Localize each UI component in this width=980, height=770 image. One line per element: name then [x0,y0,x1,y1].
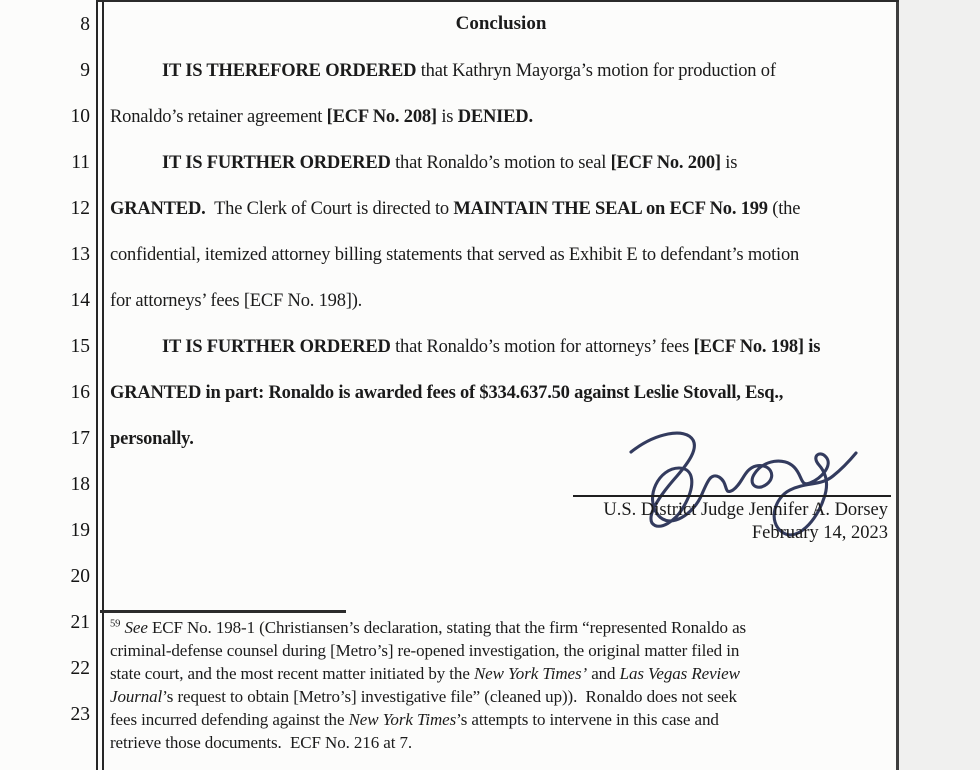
section-heading-conclusion: Conclusion [455,13,547,34]
page-right-margin-area [899,0,980,770]
text-run: that Ronaldo’s motion for attorneys’ fees [390,337,694,357]
line-number-22: 22 [70,658,90,679]
pleading-right-rule [896,0,899,770]
order-text-line-10 [110,105,893,129]
text-run: GRANTED in part: Ronaldo is awarded fees of $334.637.50 against Leslie Stovall, Esq., [110,383,784,403]
pleading-left-rule-inner [102,0,104,770]
signature-line [573,495,891,497]
text-run: [ECF No. 200] [610,153,721,173]
line-number-10: 10 [70,106,90,127]
footnote-59 [110,616,894,754]
text-run: GRANTED. [110,199,206,219]
order-text-line-12 [110,197,893,221]
text-run: 59 [110,618,121,630]
text-run: MAINTAIN THE SEAL on ECF No. 199 [453,199,768,219]
line-number-16: 16 [70,382,90,403]
order-text-line-14 [110,289,893,313]
order-text-line-9 [110,59,945,83]
text-run: New York Times [348,710,457,729]
text-run: ’s request to obtain [Metro’s] investigative file” (cleaned up)). Ronaldo does not seek [162,687,737,706]
text-run: is [720,153,738,173]
text-run: criminal-defense counsel during [Metro’s] re-opened investigation, the original matter filed in [110,641,740,660]
text-run: DENIED. [457,107,533,127]
order-text-line-16 [110,381,893,405]
footnote-line-2 [110,639,894,662]
line-number-9: 9 [80,60,90,81]
text-run: personally. [110,429,194,449]
text-run: confidential, itemized attorney billing statements that served as Exhibit E to defendant’s motion [110,245,800,265]
text-run: (the [767,199,801,219]
page-top-edge-rule [96,0,899,2]
text-run: retrieve those documents. ECF No. 216 at 7. [110,733,413,752]
line-number-23: 23 [70,704,90,725]
order-text-line-15 [110,335,945,359]
line-number-13: 13 [70,244,90,265]
text-run: and [587,664,620,683]
pleading-left-rule-outer [96,0,98,770]
text-run: New York Times’ [473,664,588,683]
line-number-21: 21 [70,612,90,633]
text-run: that Ronaldo’s motion to seal [390,153,611,173]
line-number-12: 12 [70,198,90,219]
order-date: February 14, 2023 [751,523,888,543]
text-run: Las Vegas Review [619,664,740,683]
text-run: ’s attempts to intervene in this case and [456,710,719,729]
text-run: fees incurred defending against the [110,710,349,729]
text-run: IT IS FURTHER ORDERED [162,337,391,357]
footnote-line-4 [110,685,894,708]
line-number-17: 17 [70,428,90,449]
text-run: [ECF No. 208] [326,107,437,127]
footnote-separator-rule [100,610,346,613]
text-run: for attorneys’ fees [ECF No. 198]). [110,291,363,311]
text-run: IT IS FURTHER ORDERED [162,153,391,173]
text-run: ECF No. 198-1 (Christiansen’s declaration, stating that the firm “represented Ronaldo as [147,618,747,637]
order-text-line-17 [110,427,893,451]
judge-name: U.S. District Judge Jennifer A. Dorsey [603,500,888,520]
text-run: that Kathryn Mayorga’s motion for production of [416,61,776,81]
footnote-line-1 [110,616,894,639]
line-number-15: 15 [70,336,90,357]
line-number-11: 11 [71,152,90,173]
text-run: Ronaldo’s retainer agreement [110,107,327,127]
text-run: See [124,618,148,637]
line-number-20: 20 [70,566,90,587]
text-run: IT IS THEREFORE ORDERED [162,61,417,81]
line-number-18: 18 [70,474,90,495]
footnote-line-5 [110,708,894,731]
text-run: Journal [110,687,163,706]
line-number-8: 8 [80,14,90,35]
text-run: state court, and the most recent matter initiated by the [110,664,474,683]
footnote-line-6 [110,731,894,754]
line-number-14: 14 [70,290,90,311]
order-text-line-13 [110,243,893,267]
order-text-line-11 [110,151,945,175]
footnote-line-3 [110,662,894,685]
text-run: The Clerk of Court is directed to [205,199,454,219]
line-number-19: 19 [70,520,90,541]
text-run: [ECF No. 198] is [693,337,821,357]
text-run: is [436,107,458,127]
